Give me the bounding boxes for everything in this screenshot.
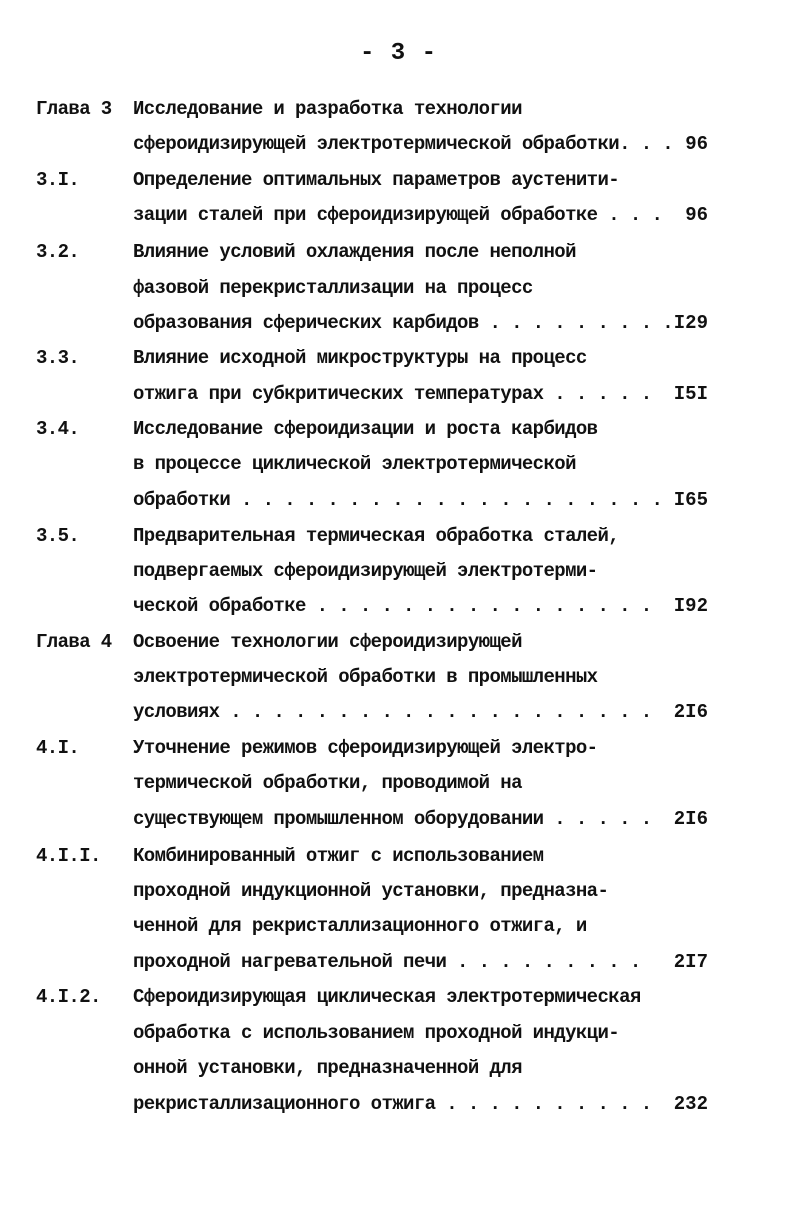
toc-entry-text-line: онной установки, предназначенной для: [133, 1057, 522, 1079]
toc-entry-text-line: существующем промышленном оборудовании . . . . .: [133, 808, 652, 830]
toc-entry-page: I65: [673, 489, 708, 511]
toc-entry-text-line: подвергаемых сфероидизирующей электротерми-: [133, 560, 598, 582]
toc-entry-text-line: проходной индукционной установки, предназна-: [133, 880, 609, 902]
toc-entry-text-line: обработки . . . . . . . . . . . . . . . . . . . .: [133, 489, 663, 511]
toc-entry-number: 3.5.: [36, 525, 80, 547]
toc-entry-page: 2I6: [673, 701, 708, 723]
toc-entry-text-line: Определение оптимальных параметров аустенити-: [133, 169, 620, 191]
toc-entry-text-line: Исследование сфероидизации и роста карбидов: [133, 418, 598, 440]
toc-entry-text-line: ческой обработке . . . . . . . . . . . . . . . .: [133, 595, 652, 617]
toc-entry-text-line: отжига при субкритических температурах . . . . .: [133, 383, 652, 405]
toc-entry-text-line: рекристаллизационного отжига . . . . . . . . . .: [133, 1093, 652, 1115]
toc-entry-page: I29: [673, 312, 708, 334]
toc-entry-page: I5I: [673, 383, 708, 405]
toc-entry-text-line: зации сталей при сфероидизирующей обработке . . .: [133, 204, 663, 226]
toc-entry-text-line: Влияние исходной микроструктуры на процесс: [133, 347, 587, 369]
toc-entry-page: I92: [673, 595, 708, 617]
toc-entry-number: 3.4.: [36, 418, 80, 440]
toc-entry-number: 3.3.: [36, 347, 80, 369]
toc-entry-page: 2I6: [673, 808, 708, 830]
page-number: - 3 -: [359, 40, 437, 67]
toc-entry-text-line: проходной нагревательной печи . . . . . . . . .: [133, 951, 641, 973]
toc-entry-text-line: Уточнение режимов сфероидизирующей электро-: [133, 737, 598, 759]
toc-entry-number: 3.I.: [36, 169, 80, 191]
toc-entry-number: Глава 3: [36, 98, 112, 120]
toc-entry-number: 4.I.: [36, 737, 80, 759]
toc-entry-text-line: термической обработки, проводимой на: [133, 772, 522, 794]
toc-entry-text-line: Освоение технологии сфероидизирующей: [133, 631, 522, 653]
toc-entry-text-line: Влияние условий охлаждения после неполной: [133, 241, 576, 263]
toc-entry-text-line: в процессе циклической электротермической: [133, 453, 576, 475]
toc-entry-text-line: Предварительная термическая обработка сталей,: [133, 525, 620, 547]
toc-entry-text-line: Комбинированный отжиг с использованием: [133, 845, 544, 867]
toc-entry-text-line: электротермической обработки в промышленных: [133, 666, 598, 688]
toc-entry-text-line: условиях . . . . . . . . . . . . . . . . . . . .: [133, 701, 652, 723]
toc-entry-number: 4.I.I.: [36, 845, 101, 867]
toc-entry-number: 3.2.: [36, 241, 80, 263]
toc-entry-page: 96: [685, 204, 708, 226]
toc-entry-page: 232: [673, 1093, 708, 1115]
toc-entry-text-line: фазовой перекристаллизации на процесс: [133, 277, 533, 299]
toc-entry-text-line: Сфероидизирующая циклическая электротермическая: [133, 986, 641, 1008]
toc-entry-page: 2I7: [673, 951, 708, 973]
toc-entry-text-line: образования сферических карбидов . . . . . . . . .: [133, 312, 674, 334]
toc-entry-page: 96: [685, 133, 708, 155]
toc-entry-text-line: сфероидизирующей электротермической обработки. . .: [133, 133, 674, 155]
toc-entry-text-line: обработка с использованием проходной индукци-: [133, 1022, 620, 1044]
toc-entry-text-line: ченной для рекристаллизационного отжига, и: [133, 915, 587, 937]
toc-entry-text-line: Исследование и разработка технологии: [133, 98, 522, 120]
toc-entry-number: Глава 4: [36, 631, 112, 653]
toc-entry-number: 4.I.2.: [36, 986, 101, 1008]
